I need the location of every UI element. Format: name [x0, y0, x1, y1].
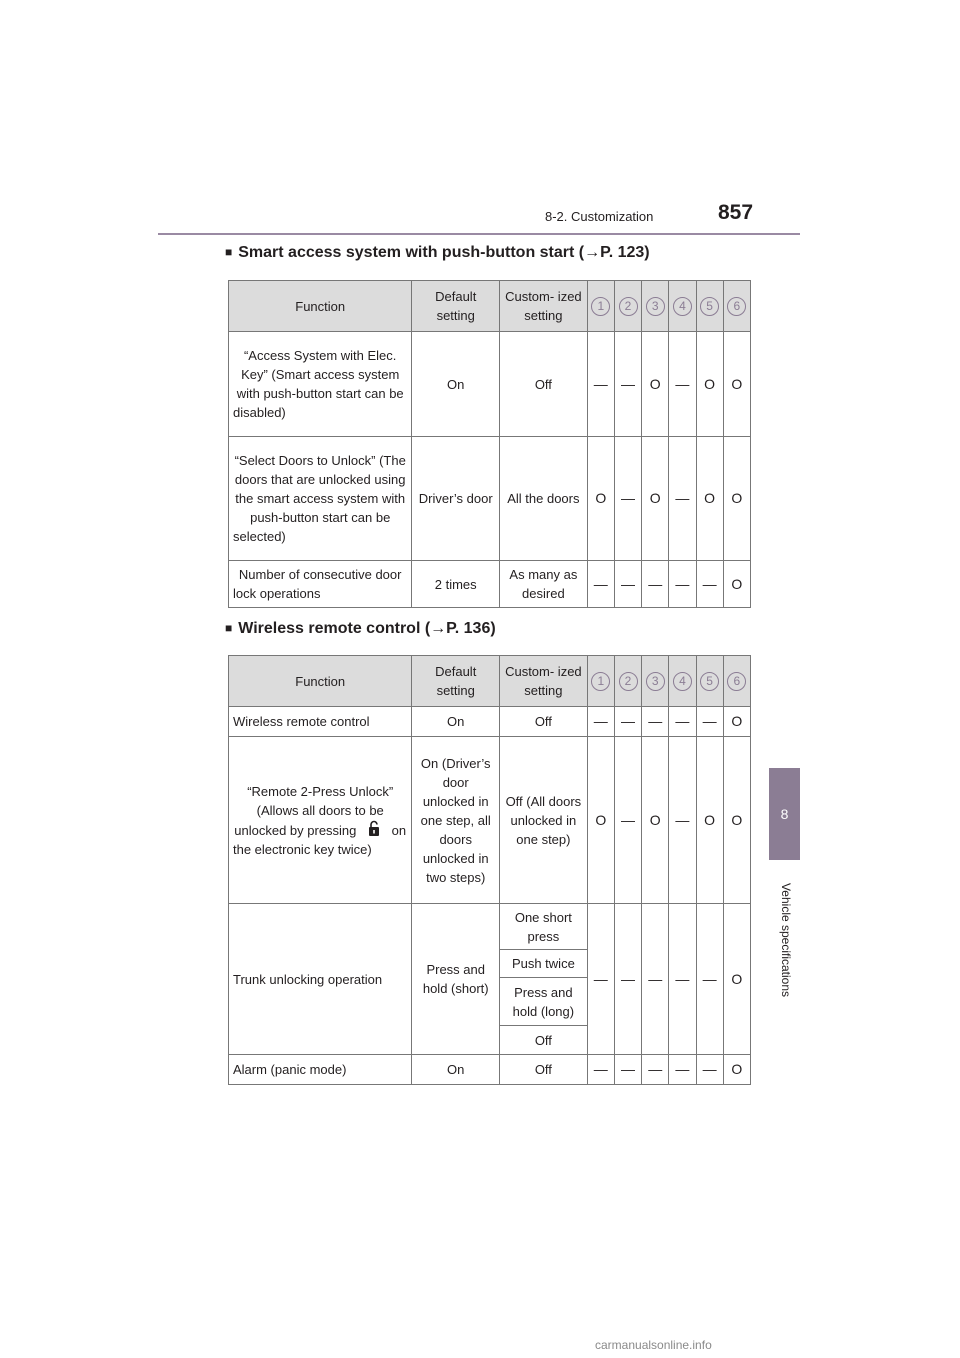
header-mode-2: 2: [614, 656, 641, 707]
mode-cell: —: [696, 561, 723, 608]
square-bullet-icon: ■: [225, 621, 233, 635]
mode-cell: —: [669, 561, 696, 608]
header-mode-6: 6: [723, 656, 750, 707]
watermark: carmanualsonline.info: [595, 1338, 712, 1352]
header-default-setting: Default setting: [412, 281, 500, 332]
mode-cell: —: [669, 904, 696, 1055]
header-default-setting: Default setting: [412, 656, 500, 707]
custom-option-cell: Off: [500, 1026, 588, 1055]
custom-option-cell: Press and hold (long): [500, 978, 588, 1026]
function-cell: Trunk unlocking operation: [229, 904, 412, 1055]
wireless-remote-table: [228, 655, 751, 1085]
custom-option-cell: One short press: [500, 904, 588, 950]
mode-cell: —: [614, 707, 641, 737]
section-heading-smart-access: ■ Smart access system with push-button start (→P. 123): [225, 244, 650, 261]
mode-cell: —: [669, 1055, 696, 1085]
mode-cell: —: [696, 904, 723, 1055]
table-row: [229, 437, 751, 561]
chapter-side-label: [778, 870, 794, 1010]
smart-access-table: [228, 280, 751, 608]
function-cell: “Select Doors to Unlock” (The doors that are unlocked using the smart access system with push-button start can be selected): [229, 437, 412, 561]
mode-cell: O: [723, 707, 750, 737]
custom-cell: Off (All doors unlocked in one step): [500, 737, 588, 904]
mode-cell: O: [723, 1055, 750, 1085]
header-mode-6: 6: [723, 281, 750, 332]
page-number: 857: [718, 201, 754, 224]
header-mode-5: 5: [696, 281, 723, 332]
header-mode-4: 4: [669, 281, 696, 332]
square-bullet-icon: ■: [225, 245, 233, 259]
mode-cell: O: [723, 904, 750, 1055]
table-header-row: [229, 656, 751, 707]
default-cell: Press and hold (short): [412, 904, 500, 1055]
header-divider: [158, 233, 800, 235]
header-mode-1: 1: [587, 281, 614, 332]
mode-cell: O: [696, 437, 723, 561]
chapter-number: 8: [780, 806, 789, 822]
header-mode-4: 4: [669, 656, 696, 707]
section-heading-wireless-remote: ■ Wireless remote control (→P. 136): [225, 620, 496, 637]
custom-cell: All the doors: [500, 437, 588, 561]
custom-option-cell: Push twice: [500, 950, 588, 978]
mode-cell: —: [614, 904, 641, 1055]
chapter-label: Vehicle specifications: [779, 882, 794, 998]
function-cell: Number of consecutive door lock operations: [229, 561, 412, 608]
mode-cell: —: [642, 707, 669, 737]
mode-cell: O: [723, 561, 750, 608]
function-cell: “Access System with Elec. Key” (Smart access system with push-button start can be disabled): [229, 332, 412, 437]
mode-cell: —: [669, 332, 696, 437]
mode-cell: —: [642, 904, 669, 1055]
table-row: [229, 561, 751, 608]
mode-cell: —: [642, 561, 669, 608]
default-cell: 2 times: [412, 561, 500, 608]
mode-cell: O: [723, 332, 750, 437]
default-cell: On: [412, 332, 500, 437]
mode-cell: —: [696, 707, 723, 737]
mode-cell: —: [696, 1055, 723, 1085]
mode-cell: —: [614, 1055, 641, 1085]
table-row: [229, 707, 751, 737]
header-mode-3: 3: [642, 281, 669, 332]
custom-cell: Off: [500, 707, 588, 737]
function-cell: Alarm (panic mode): [229, 1055, 412, 1085]
table-row: [229, 904, 751, 950]
mode-cell: O: [696, 737, 723, 904]
mode-cell: O: [723, 437, 750, 561]
mode-cell: —: [587, 904, 614, 1055]
header-mode-1: 1: [587, 656, 614, 707]
mode-cell: —: [587, 707, 614, 737]
mode-cell: —: [669, 707, 696, 737]
mode-cell: O: [642, 737, 669, 904]
mode-cell: —: [614, 437, 641, 561]
header-customized-setting: Custom- ized setting: [500, 281, 588, 332]
function-cell: “Remote 2-Press Unlock” (Allows all doors to be unlocked by pressing on the electronic key twice): [229, 737, 412, 904]
unlock-icon: [360, 820, 388, 838]
mode-cell: —: [642, 1055, 669, 1085]
mode-cell: —: [587, 561, 614, 608]
mode-cell: —: [587, 1055, 614, 1085]
header-mode-2: 2: [614, 281, 641, 332]
mode-cell: —: [614, 737, 641, 904]
header-customized-setting: Custom- ized setting: [500, 656, 588, 707]
default-cell: On: [412, 707, 500, 737]
mode-cell: —: [614, 332, 641, 437]
mode-cell: O: [587, 437, 614, 561]
mode-cell: O: [723, 737, 750, 904]
section-label: 8-2. Customization: [545, 209, 654, 224]
header-function: Function: [229, 656, 412, 707]
mode-cell: —: [669, 737, 696, 904]
table-row: [229, 332, 751, 437]
mode-cell: O: [642, 332, 669, 437]
table-header-row: [229, 281, 751, 332]
mode-cell: —: [669, 437, 696, 561]
default-cell: On: [412, 1055, 500, 1085]
chapter-tab: [769, 768, 800, 860]
default-cell: On (Driver’s door unlocked in one step, all doors unlocked in two steps): [412, 737, 500, 904]
table-row: [229, 737, 751, 904]
table-row: [229, 1055, 751, 1085]
function-cell: Wireless remote control: [229, 707, 412, 737]
custom-cell: As many as desired: [500, 561, 588, 608]
mode-cell: O: [642, 437, 669, 561]
mode-cell: O: [696, 332, 723, 437]
mode-cell: —: [587, 332, 614, 437]
default-cell: Driver’s door: [412, 437, 500, 561]
header-mode-3: 3: [642, 656, 669, 707]
mode-cell: —: [614, 561, 641, 608]
mode-cell: O: [587, 737, 614, 904]
custom-cell: Off: [500, 332, 588, 437]
custom-cell: Off: [500, 1055, 588, 1085]
header-mode-5: 5: [696, 656, 723, 707]
header-function: Function: [229, 281, 412, 332]
